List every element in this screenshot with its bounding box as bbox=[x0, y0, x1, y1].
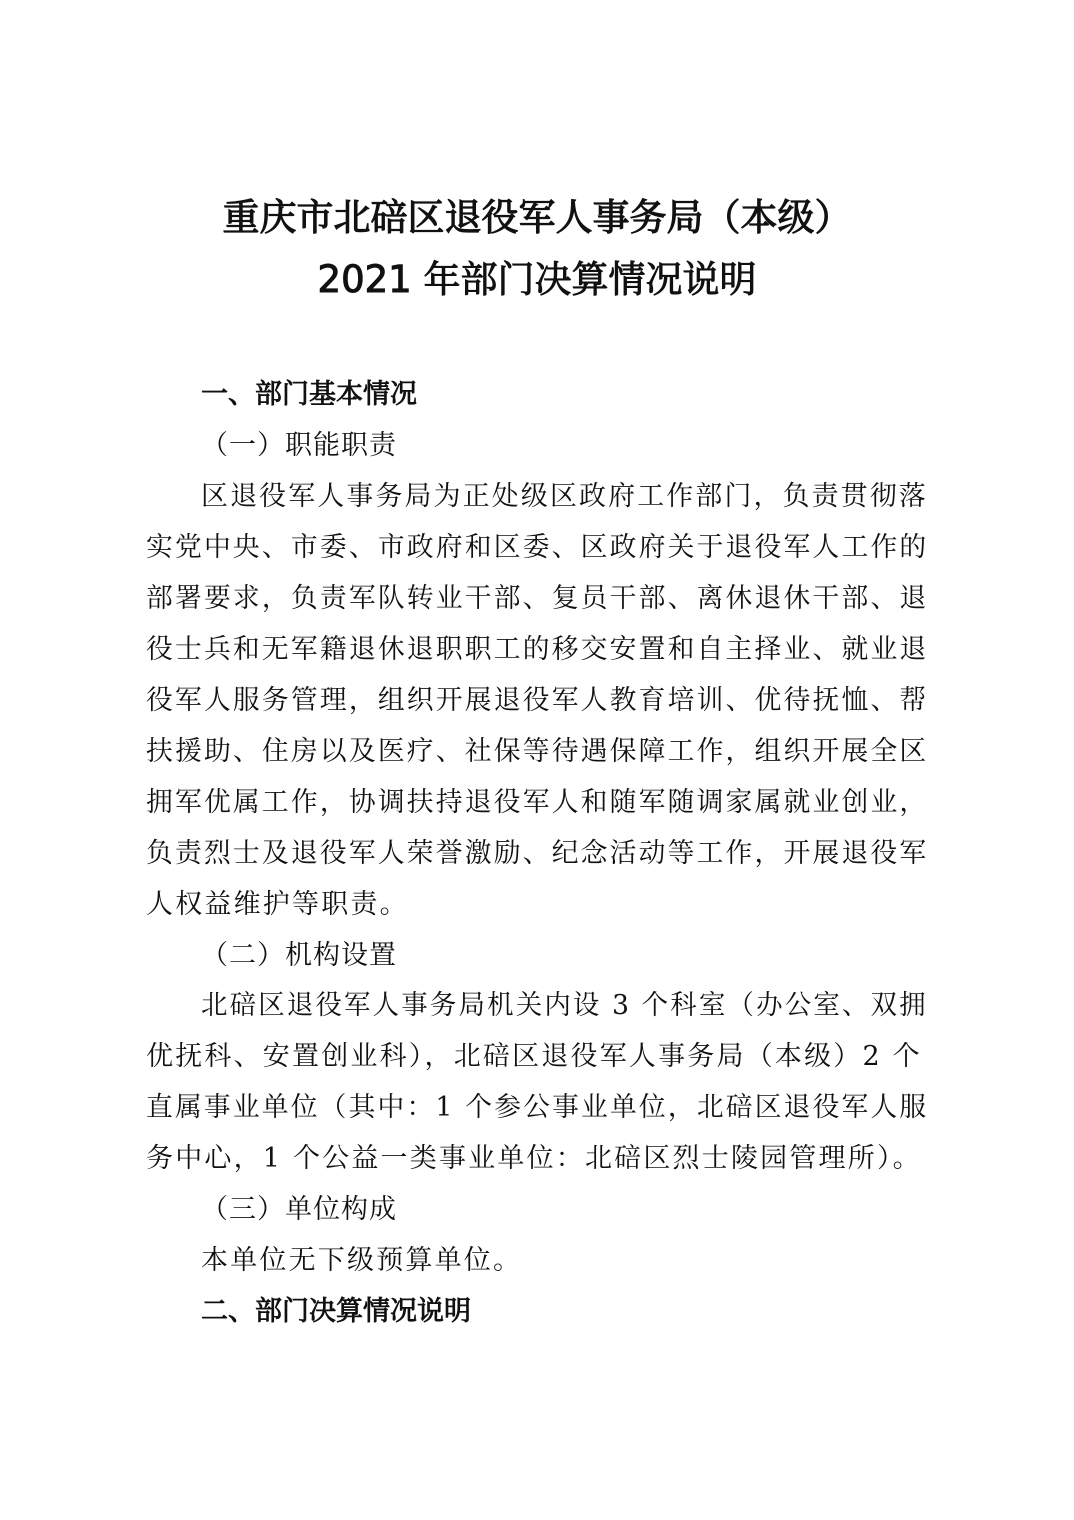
subsection-heading-duties: （一）职能职责 bbox=[201, 430, 397, 461]
paragraph-line: 役军人服务管理，组织开展退役军人教育培训、优待抚恤、帮 bbox=[146, 685, 929, 716]
paragraph-line: 优抚科、安置创业科），北碚区退役军人事务局（本级）2 个 bbox=[146, 1041, 922, 1072]
paragraph-line: 役士兵和无军籍退休退职职工的移交安置和自主择业、就业退 bbox=[146, 634, 929, 665]
subsection-heading-organization: （二）机构设置 bbox=[201, 940, 397, 971]
paragraph-line: 务中心，1 个公益一类事业单位：北碚区烈士陵园管理所）。 bbox=[146, 1143, 922, 1174]
section-heading-basic-info: 一、部门基本情况 bbox=[201, 379, 417, 410]
paragraph-line: 实党中央、市委、市政府和区委、区政府关于退役军人工作的 bbox=[146, 532, 929, 563]
paragraph-line: 负责烈士及退役军人荣誉激励、纪念活动等工作，开展退役军 bbox=[146, 838, 929, 869]
paragraph-line: 部署要求，负责军队转业干部、复员干部、离休退休干部、退 bbox=[146, 583, 929, 614]
paragraph-line: 本单位无下级预算单位。 bbox=[201, 1245, 523, 1276]
document-title-line-1: 重庆市北碚区退役军人事务局（本级） bbox=[222, 196, 852, 239]
paragraph-line: 拥军优属工作，协调扶持退役军人和随军随调家属就业创业， bbox=[146, 787, 929, 818]
paragraph-line: 人权益维护等职责。 bbox=[146, 889, 409, 920]
section-heading-final-accounts: 二、部门决算情况说明 bbox=[201, 1296, 471, 1327]
document-title-line-2: 2021 年部门决算情况说明 bbox=[317, 258, 757, 301]
paragraph-line: 区退役军人事务局为正处级区政府工作部门，负责贯彻落 bbox=[201, 481, 929, 512]
paragraph-line: 直属事业单位（其中：1 个参公事业单位，北碚区退役军人服 bbox=[146, 1092, 929, 1123]
paragraph-line: 北碚区退役军人事务局机关内设 3 个科室（办公室、双拥 bbox=[201, 990, 928, 1021]
subsection-heading-composition: （三）单位构成 bbox=[201, 1194, 397, 1225]
paragraph-line: 扶援助、住房以及医疗、社保等待遇保障工作，组织开展全区 bbox=[146, 736, 929, 767]
